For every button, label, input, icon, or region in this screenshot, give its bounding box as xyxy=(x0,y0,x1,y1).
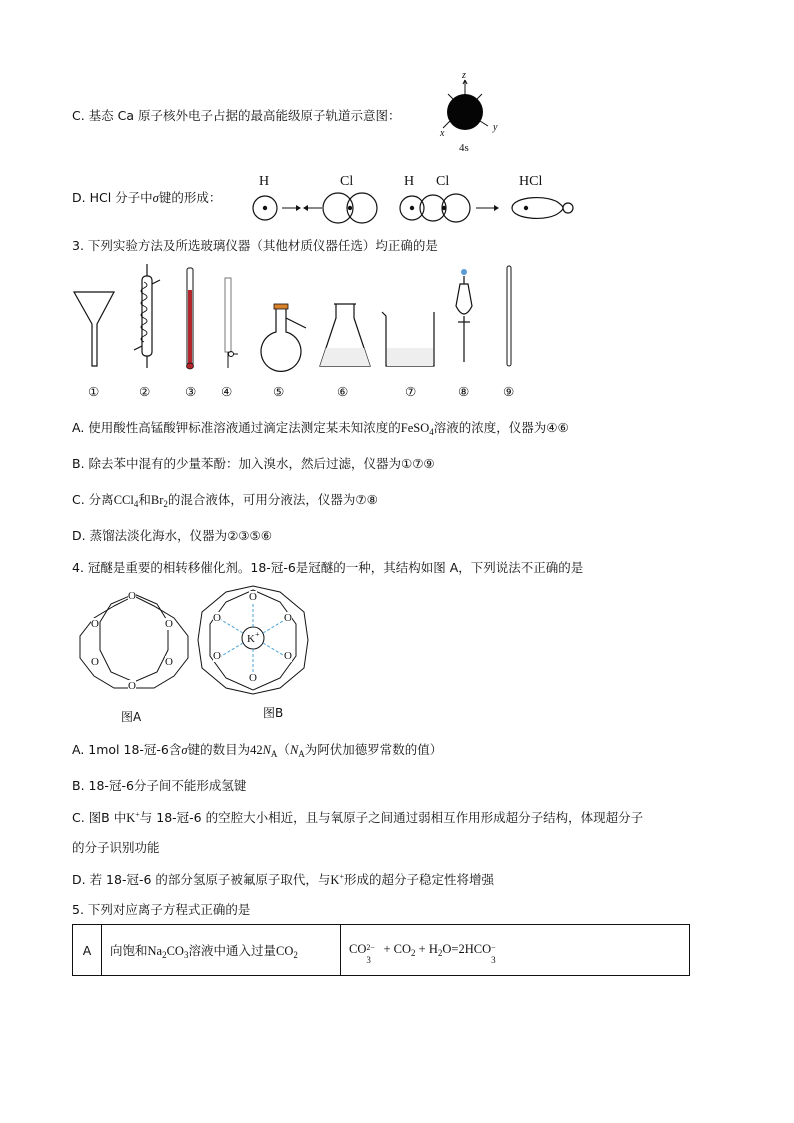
figure-b-caption: 图B xyxy=(263,706,284,720)
oxygen-a-3: O xyxy=(165,656,173,668)
q4-d-plus: + xyxy=(339,872,344,881)
oxygen-b-2: O xyxy=(284,612,292,624)
q4-c-post: 与 18-冠-6 的空腔大小相近，且与氧原子之间通过弱相互作用形成超分子结构，体现超分子 xyxy=(139,810,644,825)
q4-a-paren-post: 为阿伏加德罗常数的值） xyxy=(304,742,443,757)
label-h-1: H xyxy=(259,174,270,189)
label-h-2: H xyxy=(404,174,415,189)
q4-a-mid: 键的数目为 xyxy=(187,742,251,757)
q4-a-num: 42 xyxy=(250,743,263,757)
q5-desc-co-sub: 3 xyxy=(183,949,189,960)
apparatus-label-3: ③ xyxy=(185,384,197,399)
feso4-sub: 4 xyxy=(429,427,434,437)
q4-d-k: K xyxy=(330,873,340,887)
option-d-prefix: D. HCl 分子中 xyxy=(72,190,153,205)
label-cl-1: Cl xyxy=(340,174,354,189)
oxygen-b-6: O xyxy=(213,612,221,624)
table-row xyxy=(73,925,690,976)
label-hcl: HCl xyxy=(519,174,543,189)
q5-desc-na-sub: 2 xyxy=(162,949,167,960)
q3-option-d: D. 蒸馏法淡化海水，仪器为②③⑤⑥ xyxy=(72,528,272,543)
oxygen-b-5: O xyxy=(213,650,221,662)
q3-a-text: A. 使用酸性高锰酸钾标准溶液通过滴定法测定某未知浓度的 xyxy=(72,420,401,435)
q4-stem: 4. 冠醚是重要的相转移催化剂。18-冠-6是冠醚的一种，其结构如图 A，下列说法不正确的是 xyxy=(72,560,584,575)
q4-a-na-2: N xyxy=(289,743,299,757)
k-symbol: K xyxy=(247,633,255,645)
glass-rod-icon xyxy=(507,266,511,366)
feso4-formula: FeSO xyxy=(400,421,430,435)
figure-a-caption: 图A xyxy=(121,710,142,724)
q3-option-b: B. 除去苯中混有的少量苯酚：加入溴水，然后过滤，仪器为①⑦⑨ xyxy=(72,456,435,471)
option-d-hcl-text xyxy=(72,188,221,206)
q3-c-mid: 和 xyxy=(138,492,151,507)
potassium-ion-label xyxy=(247,630,259,645)
q4-a-na-sub-2: A xyxy=(298,749,305,759)
br2-sub: 2 xyxy=(163,499,168,509)
q4-c-pre: C. 图B 中 xyxy=(72,810,127,825)
apparatus-label-8: ⑧ xyxy=(458,384,470,399)
eq-co3-sub: 3 xyxy=(366,955,371,965)
q4-a-pre: A. 1mol 18-冠-6含 xyxy=(72,742,182,757)
condenser-icon xyxy=(134,264,160,368)
q5-desc-co2: CO xyxy=(275,943,294,958)
oxygen-b-1: O xyxy=(249,591,257,603)
q3-a-post: 溶液的浓度，仪器为④⑥ xyxy=(433,420,569,435)
q5-desc-mid: 溶液中通入过量 xyxy=(188,942,276,958)
q4-c-plus: + xyxy=(135,810,140,819)
q5-table xyxy=(72,924,690,976)
sigma-symbol: σ xyxy=(152,191,159,205)
br2-formula: Br xyxy=(150,493,164,507)
q3-c-post: 的混合液体，可用分液法，仪器为⑦⑧ xyxy=(167,492,378,507)
q3-option-a xyxy=(72,418,569,437)
hcl-sigma-bond-diagram xyxy=(250,190,580,226)
k-charge: + xyxy=(254,630,260,639)
q4-option-b: B. 18-冠-6分子间不能形成氢键 xyxy=(72,778,247,793)
oxygen-b-3: O xyxy=(284,650,292,662)
q4-a-sigma: σ xyxy=(181,743,188,757)
ccl4-formula: CCl xyxy=(113,493,134,507)
q4-option-a xyxy=(72,740,442,759)
axis-z-label: z xyxy=(462,70,466,81)
orbital-4s-label: 4s xyxy=(459,142,469,154)
q5-equation xyxy=(341,925,690,976)
apparatus-label-6: ⑥ xyxy=(337,384,349,399)
oxygen-a-6: O xyxy=(91,618,99,630)
eq-hco3-sup: − xyxy=(491,943,496,952)
axis-x-label: x xyxy=(440,128,445,139)
ccl4-sub: 4 xyxy=(133,499,139,509)
q4-a-na: N xyxy=(262,743,271,757)
conical-flask-icon xyxy=(320,304,370,366)
q4-option-d xyxy=(72,870,494,888)
q5-desc-co: CO xyxy=(166,943,184,958)
label-cl-2: Cl xyxy=(436,174,450,189)
eq-plus-h2: + H xyxy=(415,942,438,956)
apparatus-label-2: ② xyxy=(139,384,151,399)
eq-h2-sub: 2 xyxy=(437,948,443,958)
burette-icon xyxy=(225,278,238,368)
option-c-orbital-text: C. 基态 Ca 原子核外电子占据的最高能级原子轨道示意图： xyxy=(72,108,401,123)
q5-stem: 5. 下列对应离子方程式正确的是 xyxy=(72,902,251,917)
apparatus-label-9: ⑨ xyxy=(503,384,515,399)
glassware-row xyxy=(70,262,530,374)
q4-a-na-sub: A xyxy=(270,749,278,759)
apparatus-label-7: ⑦ xyxy=(405,384,417,399)
oxygen-a-2: O xyxy=(165,618,173,630)
q4-option-c-line2: 的分子识别功能 xyxy=(72,840,160,855)
eq-hco3-sub: 3 xyxy=(491,955,496,965)
apparatus-label-5: ⑤ xyxy=(273,384,285,399)
apparatus-label-4: ④ xyxy=(221,384,233,399)
q4-a-paren: （ xyxy=(277,742,290,757)
oxygen-a-4: O xyxy=(128,680,136,692)
q4-d-pre: D. 若 18-冠-6 的部分氢原子被氟原子取代，与 xyxy=(72,872,331,887)
option-d-suffix-text: 键的形成： xyxy=(158,190,222,205)
separatory-funnel-icon xyxy=(456,269,472,362)
apparatus-label-1: ① xyxy=(88,384,100,399)
q5-desc-co2-sub: 2 xyxy=(293,949,298,960)
q5-row-label: A xyxy=(73,925,102,976)
oxygen-a-1: O xyxy=(128,590,136,602)
distillation-flask-icon xyxy=(261,304,306,371)
eq-co3: CO xyxy=(349,942,367,956)
q3-stem: 3. 下列实验方法及所选玻璃仪器（其他材质仪器任选）均正确的是 xyxy=(72,238,438,253)
q4-d-post: 形成的超分子稳定性将增强 xyxy=(343,872,494,887)
axis-y-label: y xyxy=(493,122,498,133)
beaker-icon xyxy=(382,312,434,366)
q4-c-k: K xyxy=(126,811,136,825)
q5-description xyxy=(102,925,341,976)
eq-co3-sup: 2− xyxy=(366,943,375,952)
funnel-icon xyxy=(74,292,114,366)
eq-product: O=2HCO xyxy=(442,942,492,956)
q5-desc-pre: 向饱和 xyxy=(110,942,148,958)
q3-c-pre: C. 分离 xyxy=(72,492,114,507)
oxygen-a-5: O xyxy=(91,656,99,668)
q3-option-c xyxy=(72,490,378,509)
q5-desc-na: Na xyxy=(147,943,163,958)
eq-co2-sub: 2 xyxy=(411,948,416,958)
q4-option-c xyxy=(72,808,643,826)
eq-plus-co2: + CO xyxy=(380,942,412,956)
oxygen-b-4: O xyxy=(249,672,257,684)
4s-orbital-diagram xyxy=(430,68,510,154)
thermometer-icon xyxy=(187,268,194,369)
